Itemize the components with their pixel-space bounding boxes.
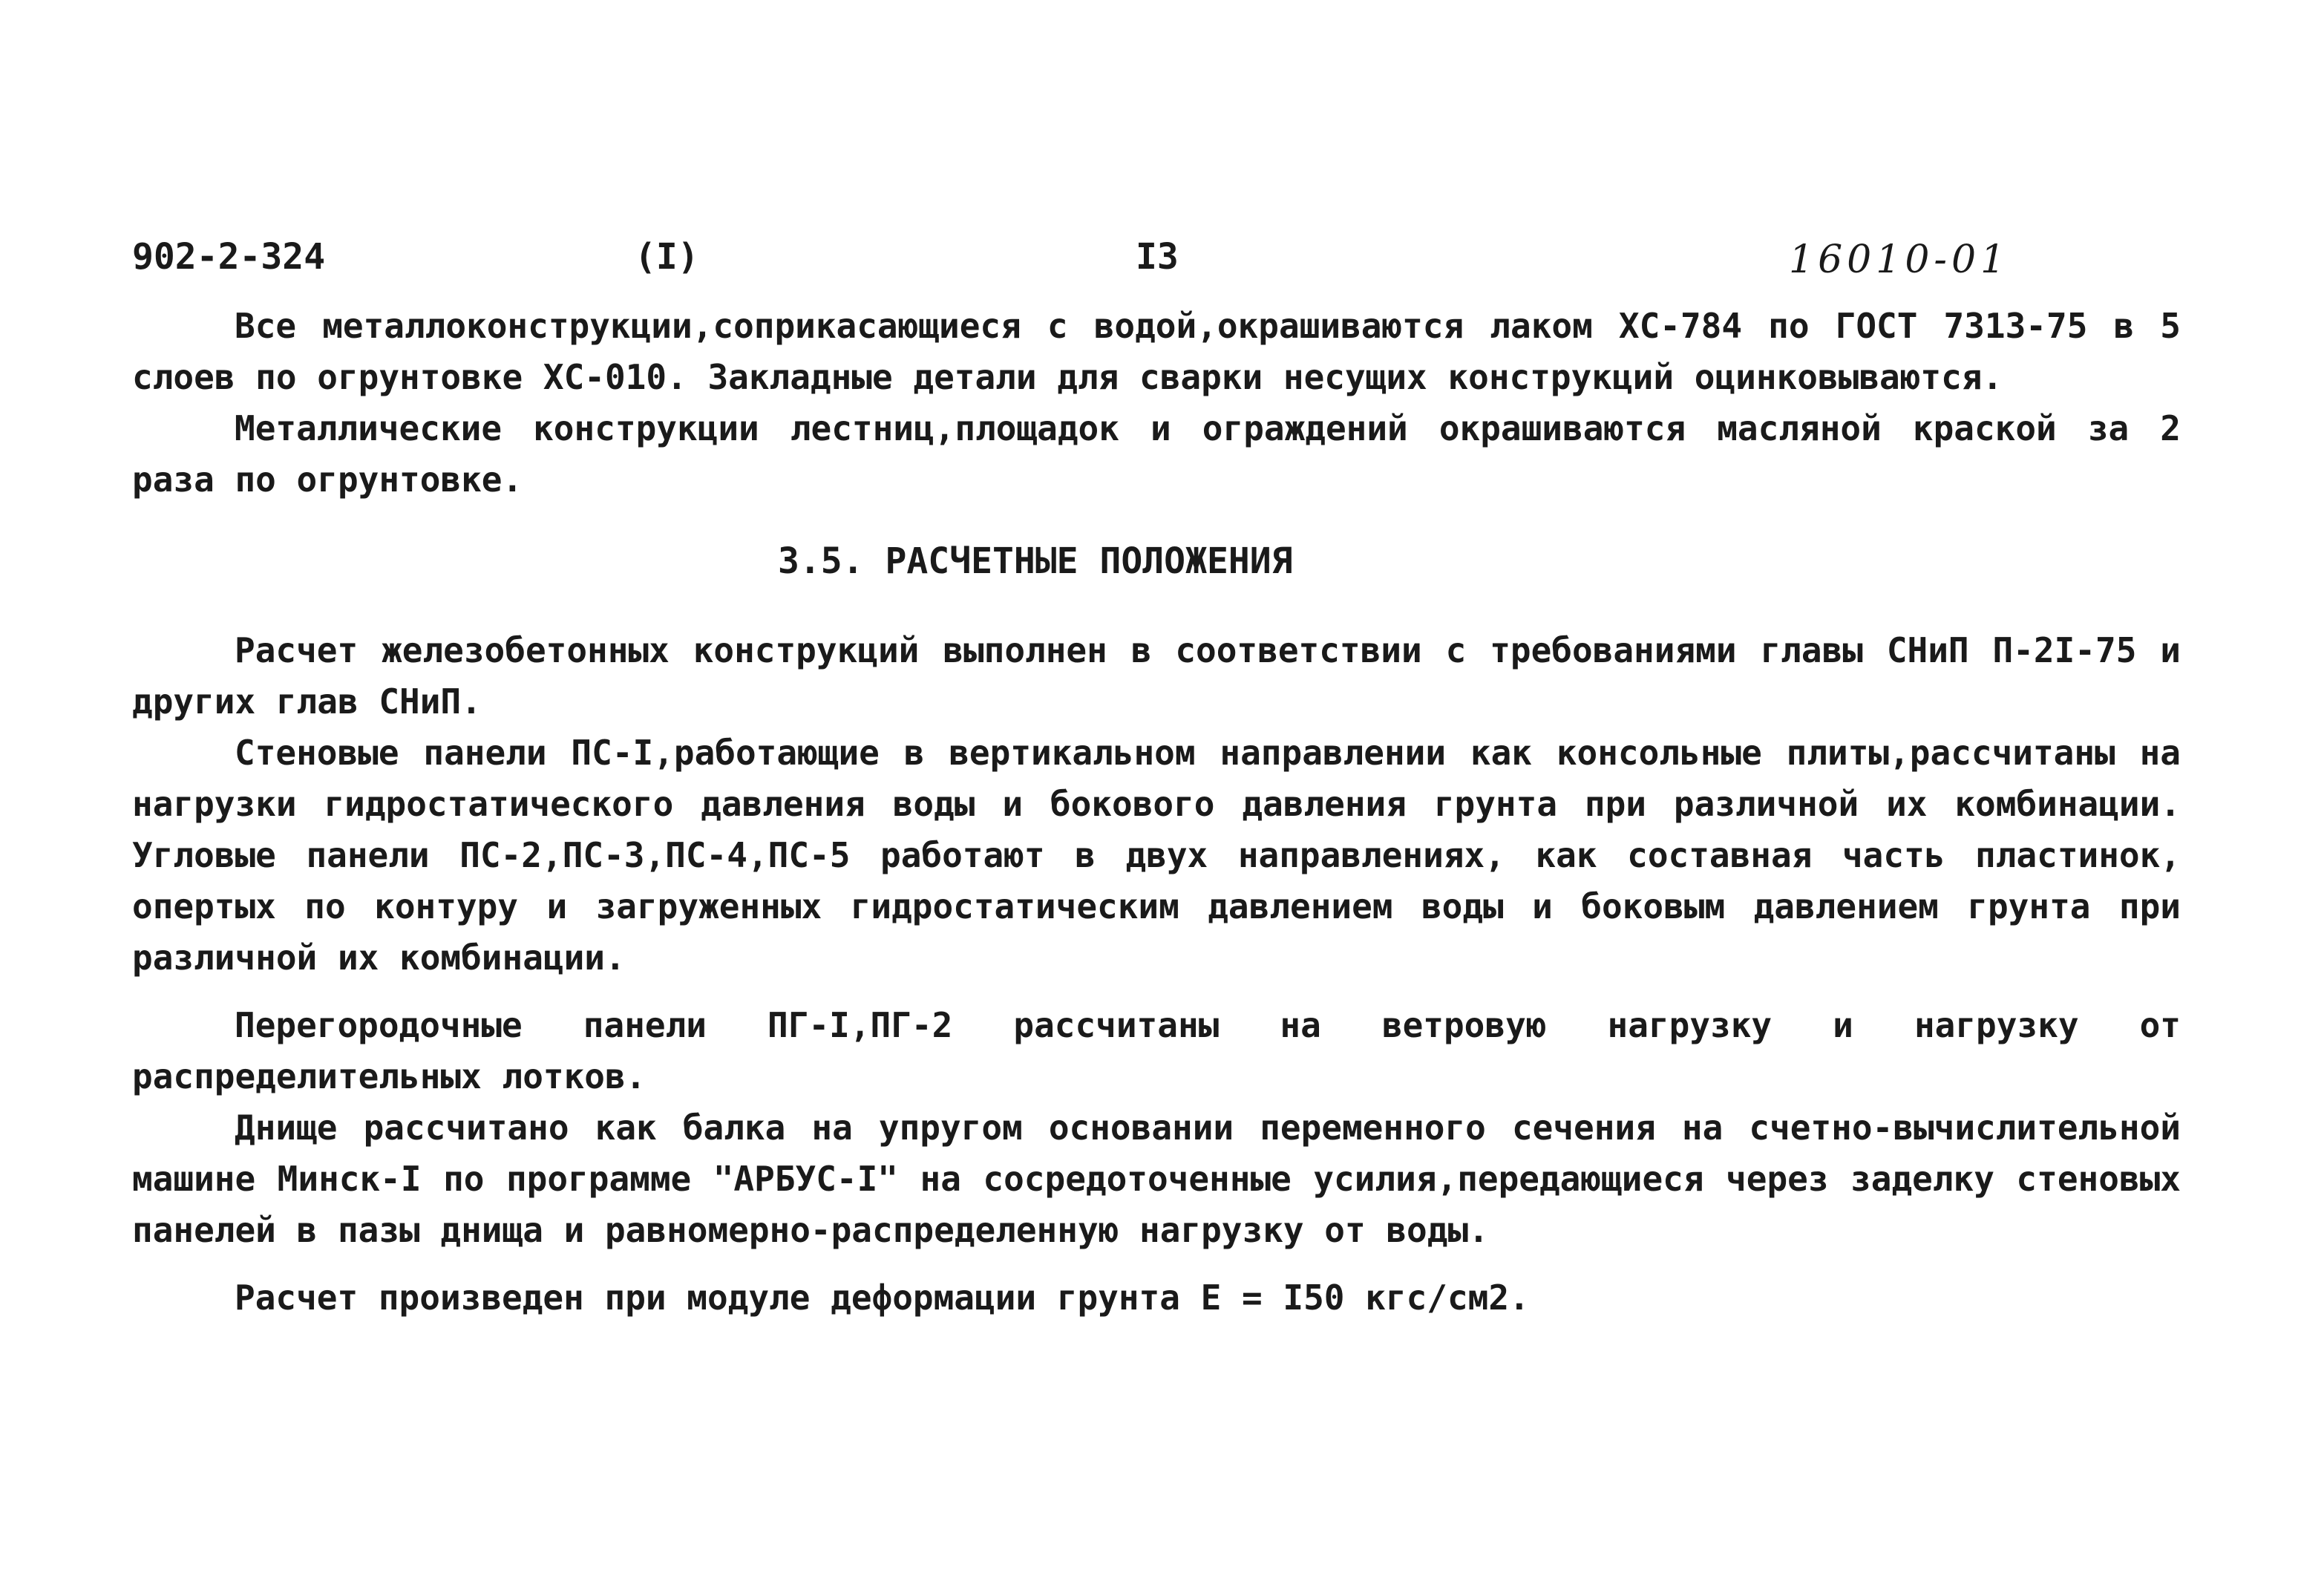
intro-section: [132, 301, 2181, 506]
paragraph-bottom-slab: Днище рассчитано как балка на упругом основании переменного сечения на счетно-вычислительной машине Минск-I по программе "АРБУС-I" на сосредоточенные усилия,передающиеся через заделку стеновых панелей в пазы днища и равномерно-распределенную нагрузку от воды.: [132, 1108, 2181, 1250]
paragraph-soil-modulus: Расчет произведен при модуле деформации грунта Е = I50 кгс/см2.: [235, 1278, 1530, 1318]
archive-number-handwritten: 16010-01: [1789, 238, 2010, 282]
paragraph-coating: Все металлоконструкции,соприкасающиеся с водой,окрашиваются лаком ХС-784 по ГОСТ 7313-75 в 5 слоев по огрунтовке ХС-010. Закладные детали для сварки несущих конструкций оцинковываются.: [132, 306, 2181, 397]
paragraph-stairs-painting: Металлические конструкции лестниц,площадок и ограждений окрашиваются масляной краской за 2 раза по огрунтовке.: [132, 408, 2181, 500]
document-code: 902-2-324: [132, 236, 326, 278]
paragraph-partition-panels: Перегородочные панели ПГ-I,ПГ-2 рассчитаны на ветровую нагрузку и нагрузку от распределительных лотков.: [132, 1005, 2181, 1096]
calculation-section: [132, 625, 2181, 1324]
part-number: (I): [635, 236, 699, 278]
paragraph-snip: Расчет железобетонных конструкций выполнен в соответствии с требованиями главы СНиП П-2I-75 и других глав СНиП.: [132, 630, 2181, 722]
page-number: I3: [1136, 236, 1179, 278]
paragraph-wall-panels: Стеновые панели ПС-I,работающие в вертикальном направлении как консольные плиты,рассчитаны на нагрузки гидростатического давления воды и бокового давления грунта при различной их комбинации. Угловые панели ПС-2,ПС-3,ПС-4,ПС-5 работают в двух направлениях, как составная часть пластинок, опертых по контуру и загруженных гидростатическим давлением воды и боковым давлением грунта при различной их комбинации.: [132, 733, 2181, 978]
section-heading: 3.5. РАСЧЕТНЫЕ ПОЛОЖЕНИЯ: [778, 540, 1293, 582]
